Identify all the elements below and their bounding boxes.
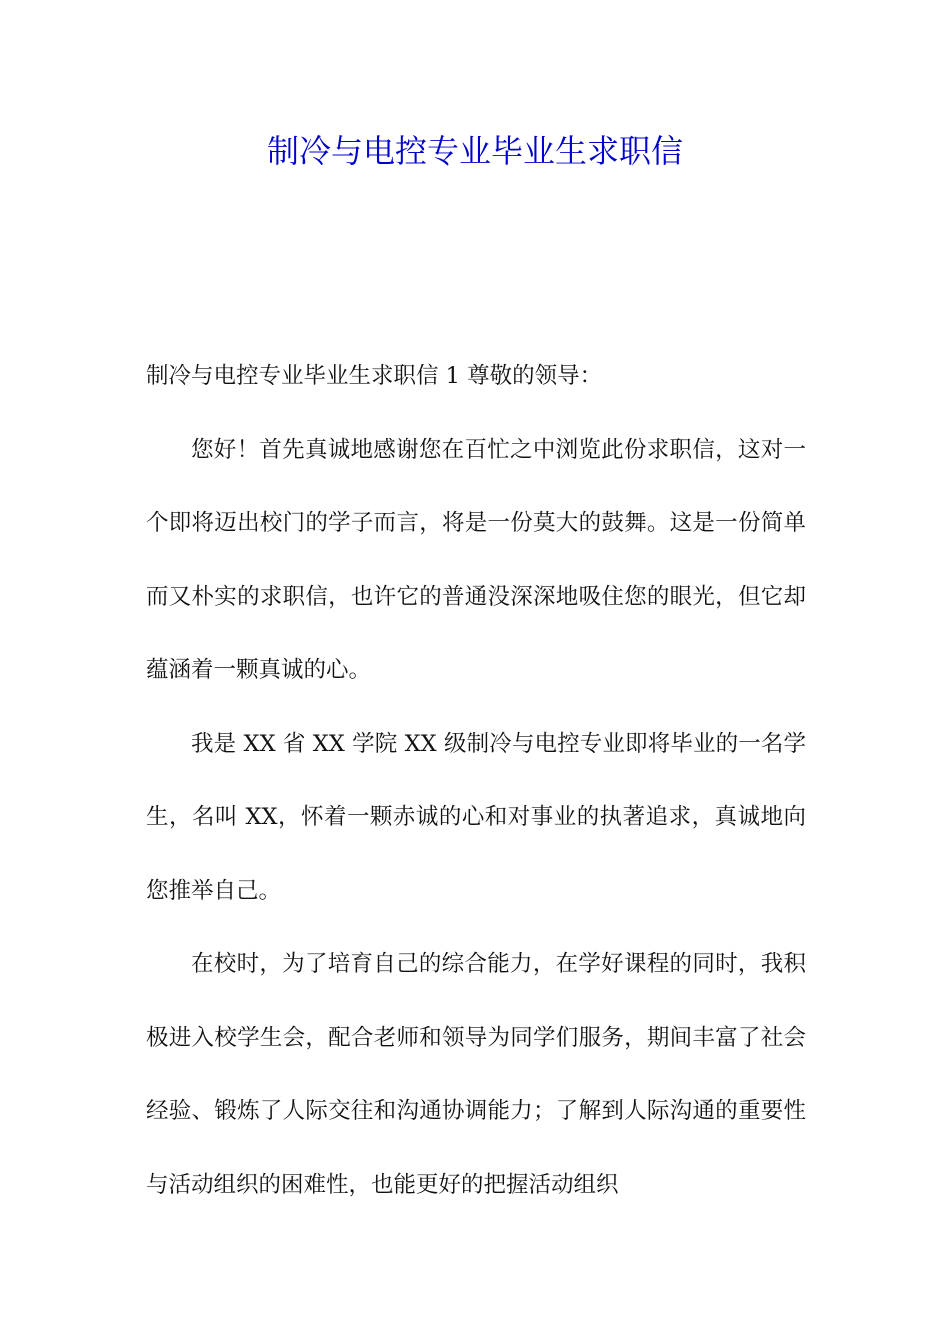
body-paragraph-greeting: 您好！首先真诚地感谢您在百忙之中浏览此份求职信，这对一个即将迈出校门的学子而言，将是一份莫大的鼓舞。这是一份简单而又朴实的求职信，也许它的普通没深深地吸住您的眼光，但它却蕴涵着一颗真诚的心。 [146, 436, 806, 683]
document-title: 制冷与电控专业毕业生求职信 [266, 132, 683, 170]
salutation-paragraph: 制冷与电控专业毕业生求职信 1 尊敬的领导： [146, 363, 603, 389]
body-paragraph-experience: 在校时，为了培育自己的综合能力，在学好课程的同时，我积极进入校学生会，配合老师和领导为同学们服务，期间丰富了社会经验、锻炼了人际交往和沟通协调能力；了解到人际沟通的重要性与活动组织的困难性，也能更好的把握活动组织 [146, 951, 806, 1198]
document-body [146, 340, 806, 1222]
body-paragraph-introduction: 我是 XX 省 XX 学院 XX 级制冷与电控专业即将毕业的一名学生，名叫 XX，怀着一颗赤诚的心和对事业的执著追求，真诚地向您推举自己。 [146, 730, 806, 904]
